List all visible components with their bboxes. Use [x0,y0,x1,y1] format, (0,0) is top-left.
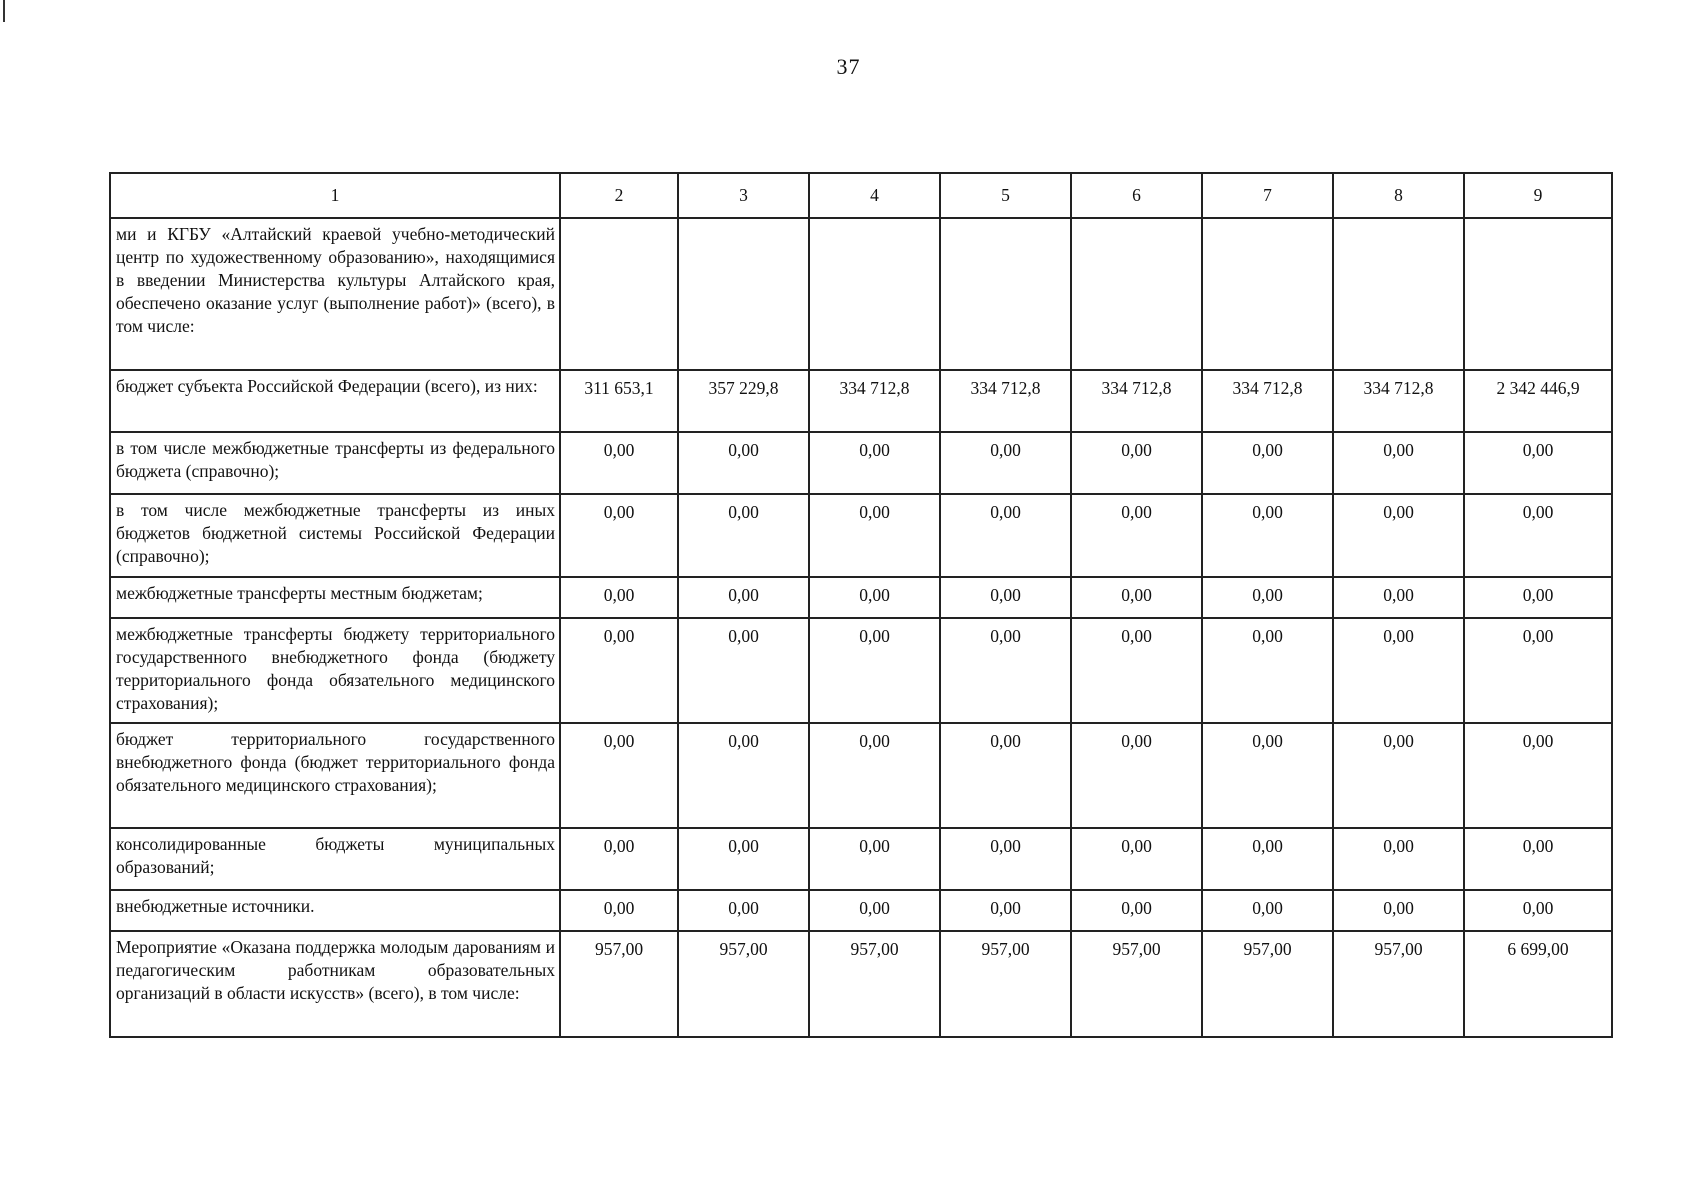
value-cell [560,218,678,370]
value-cell: 0,00 [1464,432,1612,494]
table-row [110,890,1612,931]
value-cell: 0,00 [1202,494,1333,577]
column-header: 4 [809,173,940,218]
value-cell: 0,00 [560,723,678,828]
value-cell: 334 712,8 [940,370,1071,432]
value-cell: 0,00 [809,618,940,723]
value-cell: 0,00 [1333,890,1464,931]
value-cell: 0,00 [1071,618,1202,723]
value-cell: 0,00 [1071,577,1202,618]
column-header: 9 [1464,173,1612,218]
value-cell: 0,00 [940,577,1071,618]
value-cell: 957,00 [1071,931,1202,1037]
value-cell: 957,00 [809,931,940,1037]
value-cell: 0,00 [1464,577,1612,618]
table-row [110,577,1612,618]
row-label: внебюджетные источники. [110,890,560,931]
value-cell: 0,00 [678,432,809,494]
value-cell: 0,00 [940,494,1071,577]
value-cell: 957,00 [678,931,809,1037]
value-cell: 0,00 [1071,723,1202,828]
value-cell: 0,00 [1202,577,1333,618]
value-cell: 0,00 [1333,618,1464,723]
value-cell: 2 342 446,9 [1464,370,1612,432]
value-cell [940,218,1071,370]
value-cell: 0,00 [1202,890,1333,931]
value-cell: 0,00 [940,723,1071,828]
value-cell: 0,00 [809,723,940,828]
row-label: в том числе межбюджетные трансферты из иных бюджетов бюджетной системы Российской Федерации (справочно); [110,494,560,577]
value-cell: 0,00 [940,890,1071,931]
value-cell: 357 229,8 [678,370,809,432]
value-cell: 0,00 [1464,618,1612,723]
value-cell: 0,00 [1202,618,1333,723]
row-label: межбюджетные трансферты бюджету территориального государственного внебюджетного фонда (бюджету территориального фонда обязательного медицинского страхования); [110,618,560,723]
value-cell: 0,00 [678,828,809,890]
value-cell: 0,00 [1071,432,1202,494]
value-cell: 0,00 [1071,890,1202,931]
value-cell: 311 653,1 [560,370,678,432]
value-cell: 0,00 [1333,432,1464,494]
value-cell: 0,00 [560,577,678,618]
value-cell: 0,00 [940,828,1071,890]
table-row [110,494,1612,577]
value-cell: 957,00 [1202,931,1333,1037]
value-cell: 0,00 [678,577,809,618]
value-cell: 334 712,8 [1071,370,1202,432]
table-row [110,828,1612,890]
row-label: бюджет территориального государственного внебюджетного фонда (бюджет территориального фонда обязательного медицинского страхования); [110,723,560,828]
value-cell [1333,218,1464,370]
table-row [110,432,1612,494]
value-cell: 0,00 [809,494,940,577]
table-row [110,370,1612,432]
value-cell: 0,00 [560,494,678,577]
table-row [110,931,1612,1037]
value-cell: 0,00 [678,618,809,723]
column-header: 6 [1071,173,1202,218]
value-cell: 0,00 [678,890,809,931]
budget-table [109,172,1613,1038]
row-label: в том числе межбюджетные трансферты из федерального бюджета (справочно); [110,432,560,494]
value-cell [1202,218,1333,370]
value-cell: 957,00 [560,931,678,1037]
value-cell: 0,00 [1333,723,1464,828]
column-header: 2 [560,173,678,218]
value-cell: 0,00 [1333,494,1464,577]
row-label: бюджет субъекта Российской Федерации (всего), из них: [110,370,560,432]
table-row [110,723,1612,828]
column-header: 7 [1202,173,1333,218]
value-cell: 957,00 [940,931,1071,1037]
scan-edge-mark [3,0,5,22]
value-cell: 0,00 [560,618,678,723]
value-cell: 334 712,8 [1202,370,1333,432]
value-cell [678,218,809,370]
value-cell [1071,218,1202,370]
value-cell: 957,00 [1333,931,1464,1037]
value-cell: 0,00 [1464,494,1612,577]
column-header: 5 [940,173,1071,218]
value-cell: 0,00 [1071,494,1202,577]
row-label: ми и КГБУ «Алтайский краевой учебно-методический центр по художественному образованию», находящимися в введении Министерства культуры Алтайского края, обеспечено оказание услуг (выполнение работ)» (всего), в том числе: [110,218,560,370]
value-cell: 0,00 [1071,828,1202,890]
value-cell: 0,00 [809,432,940,494]
column-header: 3 [678,173,809,218]
value-cell: 0,00 [1202,828,1333,890]
value-cell: 0,00 [809,828,940,890]
value-cell: 0,00 [1464,828,1612,890]
value-cell: 6 699,00 [1464,931,1612,1037]
value-cell: 0,00 [1464,890,1612,931]
column-header: 8 [1333,173,1464,218]
value-cell: 0,00 [1464,723,1612,828]
page-number: 37 [836,54,861,79]
value-cell: 0,00 [1202,432,1333,494]
value-cell: 0,00 [809,577,940,618]
value-cell: 334 712,8 [809,370,940,432]
value-cell: 0,00 [560,432,678,494]
value-cell: 0,00 [940,432,1071,494]
value-cell [809,218,940,370]
value-cell: 0,00 [1333,577,1464,618]
value-cell: 0,00 [940,618,1071,723]
value-cell: 334 712,8 [1333,370,1464,432]
value-cell: 0,00 [1333,828,1464,890]
value-cell: 0,00 [678,723,809,828]
value-cell [1464,218,1612,370]
row-label: межбюджетные трансферты местным бюджетам; [110,577,560,618]
value-cell: 0,00 [560,828,678,890]
value-cell: 0,00 [1202,723,1333,828]
header-row [110,173,1612,218]
value-cell: 0,00 [560,890,678,931]
table-row [110,618,1612,723]
value-cell: 0,00 [678,494,809,577]
table-row [110,218,1612,370]
row-label: консолидированные бюджеты муниципальных образований; [110,828,560,890]
value-cell: 0,00 [809,890,940,931]
column-header: 1 [110,173,560,218]
row-label: Мероприятие «Оказана поддержка молодым дарованиям и педагогическим работникам образовательных организаций в области искусств» (всего), в том числе: [110,931,560,1037]
table-body [110,218,1612,1037]
